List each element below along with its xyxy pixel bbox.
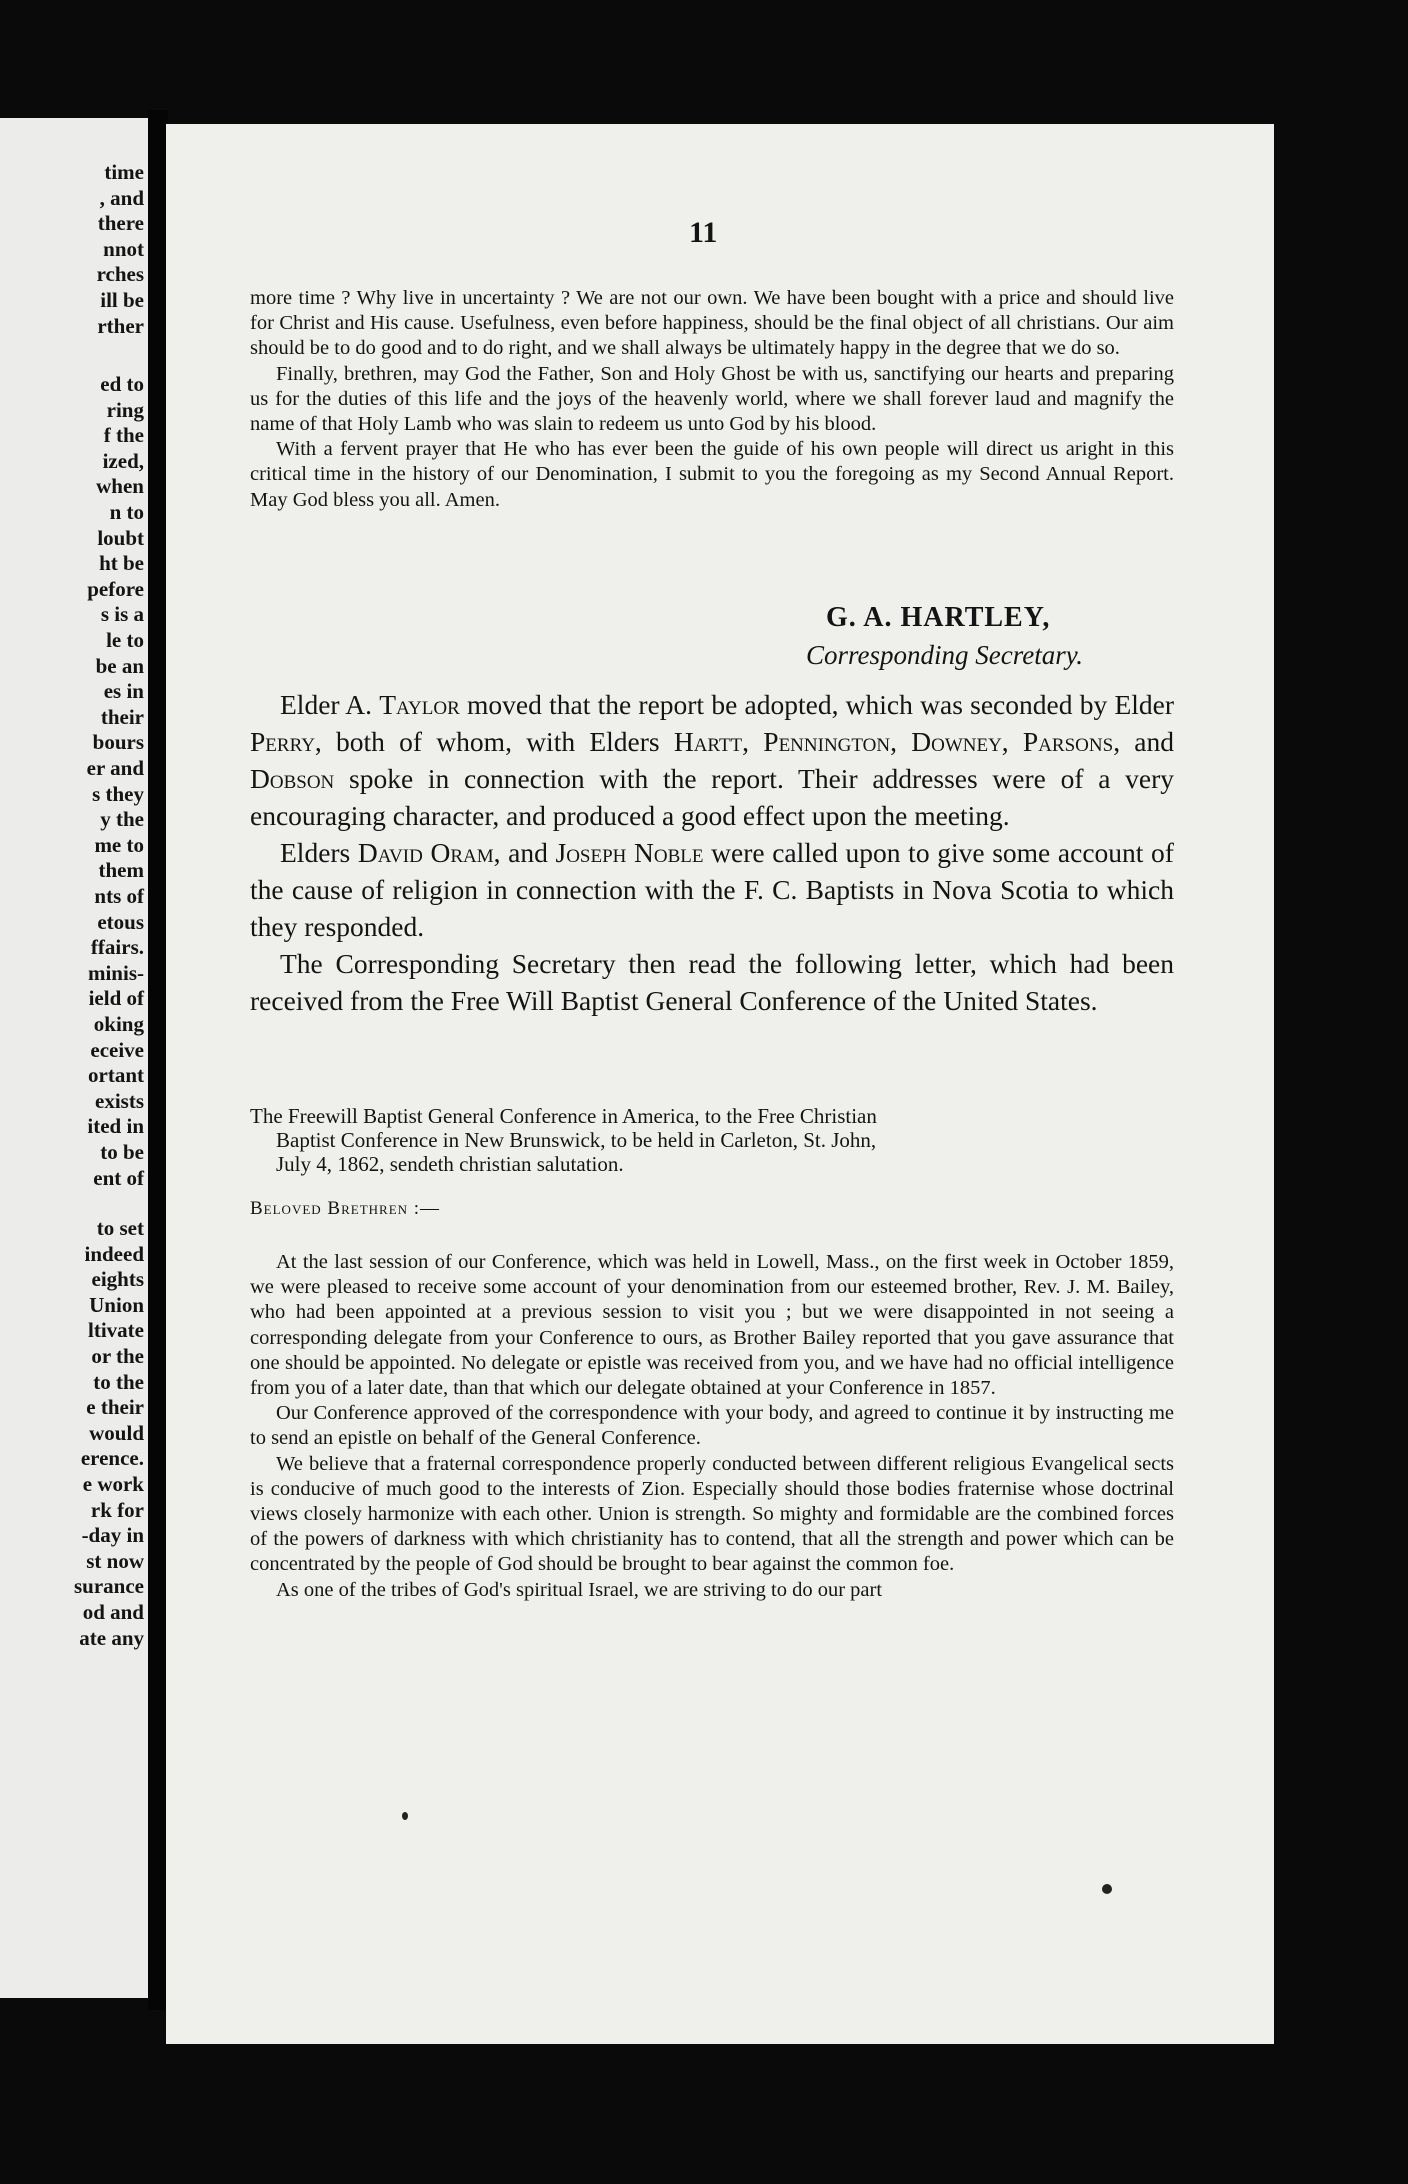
left-page-line: ortant: [88, 1063, 144, 1088]
left-page-line: st now: [86, 1548, 144, 1573]
left-page-line: od and: [82, 1600, 144, 1624]
ink-speck: [402, 1812, 408, 1820]
left-page-line: pefore: [87, 576, 144, 601]
left-page-line: there: [97, 211, 144, 236]
left-page-line: their: [100, 704, 144, 729]
left-page-line: indeed: [84, 1241, 144, 1266]
minutes-paragraph: Elder A. Taylor moved that the report be adopted, which was seconded by Elder Perry, both of whom, with Elders Hartt, Pennington, Downey, Parsons, and Dobson spoke in connection with the report. Their addresses were of a very encouraging character, and produced a good effect upon the meeting.: [250, 689, 1175, 831]
left-page-line: bours: [92, 730, 144, 755]
left-page-line: etous: [97, 909, 144, 934]
left-page-line: erence.: [80, 1446, 144, 1471]
left-page-line: er and: [86, 756, 144, 780]
minutes-section: [250, 686, 1174, 1019]
left-page-line: ltivate: [88, 1318, 144, 1343]
left-page-line: to set: [96, 1216, 144, 1240]
epistle-paragraph: We believe that a fraternal correspondence properly conducted between different religious Evangelical sects is conducive of much good to the interests of Zion. Especially should those bodies fraternise whose doctrinal views closely harmonize with each other. Union is strength. So mighty and formidable are the combined forces of the powers of darkness with which christianity has to contend, that all the strength and power which can be concentrated by the people of God should be brought to bear against the common foe.: [250, 1452, 1174, 1576]
document-page: [166, 124, 1274, 2044]
epistle-header-line: The Freewill Baptist General Conference in America, to the Free Christian: [250, 1104, 877, 1128]
left-page-line: to the: [93, 1369, 144, 1394]
left-page-line: time: [104, 160, 144, 184]
left-page-line: ffairs.: [90, 935, 144, 960]
epistle-header-line: Baptist Conference in New Brunswick, to be held in Carleton, St. John,: [276, 1128, 877, 1152]
left-page-line: e their: [86, 1395, 144, 1420]
salutation: Beloved Brethren :—: [250, 1198, 441, 1219]
minutes-paragraph: Elders David Oram, and Joseph Noble were called upon to give some account of the cause of religion in connection with the F. C. Baptists in Nova Scotia to which they responded.: [250, 837, 1174, 942]
left-page-line: ized,: [102, 448, 144, 473]
left-page-line: f the: [103, 423, 144, 448]
left-page-line: y the: [100, 807, 144, 832]
report-conclusion: [250, 286, 1174, 513]
left-page-line: s is a: [100, 602, 144, 627]
left-page-line: ill be: [100, 288, 144, 312]
report-paragraph: Finally, brethren, may God the Father, Son and Holy Ghost be with us, sanctifying our hearts and preparing us for the duties of this life and the joys of the heavenly world, where we shall forever laud and magnify the name of that Holy Lamb who was slain to redeem us unto God by his blood.: [250, 362, 1174, 436]
left-page-line: n to: [109, 500, 144, 524]
left-page-line: ht be: [99, 551, 144, 576]
left-page-line: ring: [106, 397, 144, 422]
left-page-line: es in: [103, 679, 144, 704]
left-page-line: loubt: [97, 525, 144, 550]
signature-name: G. A. HARTLEY,: [826, 602, 1051, 633]
left-page-line: surance: [74, 1574, 144, 1599]
report-paragraph: With a fervent prayer that He who has ever been the guide of his own people will direct us aright in this critical time in the history of our Denomination, I submit to you the foregoing as my Second Annual Report. May God bless you all. Amen.: [250, 438, 1174, 511]
left-page-line: e work: [82, 1472, 144, 1496]
signature-title: Corresponding Secretary.: [806, 640, 1083, 670]
epistle-paragraph: Our Conference approved of the correspondence with your body, and agreed to continue it by instructing me to send an epistle on behalf of the General Conference.: [250, 1402, 1174, 1450]
left-page-line: s they: [92, 781, 144, 806]
epistle-header: [250, 1104, 1174, 1176]
left-page-line: ate any: [79, 1625, 144, 1650]
left-page-line: ited in: [87, 1114, 144, 1139]
left-page-line: ield of: [88, 986, 144, 1011]
left-page-line: exists: [95, 1088, 144, 1113]
left-page-line: or the: [91, 1344, 144, 1368]
epistle-header-line: July 4, 1862, sendeth christian salutation.: [276, 1152, 624, 1176]
left-page-line: eights: [91, 1267, 144, 1292]
left-page-line: them: [98, 858, 144, 883]
epistle-body: [250, 1250, 1174, 1603]
left-page-line: rches: [96, 262, 144, 287]
left-page-line: , and: [99, 185, 144, 210]
left-page-line: ed to: [100, 372, 144, 396]
page-number: 11: [689, 216, 718, 249]
minutes-paragraph: The Corresponding Secretary then read the following letter, which had been received from the Free Will Baptist General Conference of the United States.: [250, 948, 1174, 1016]
left-page-line: to be: [100, 1140, 144, 1164]
book-gutter: [148, 110, 168, 2010]
ink-speck: [1102, 1884, 1112, 1894]
report-paragraph: more time ? Why live in uncertainty ? We are not our own. We have been bought with a price and should live for Christ and His cause. Usefulness, even before happiness, should be the final object of all christians. Our aim should be to do good and to do right, and we shall always be ultimately happy in the degree that we do so.: [250, 287, 1174, 360]
left-page-line: be an: [95, 653, 144, 678]
left-page-line: ent of: [93, 1165, 144, 1190]
left-page-line: when: [96, 474, 144, 499]
left-page-line: eceive: [90, 1037, 144, 1062]
epistle-paragraph: At the last session of our Conference, which was held in Lowell, Mass., on the first week in October 1859, we were pleased to receive some account of your denomination from our esteemed brother, Rev. J. M. Bailey, who had been appointed at a previous session to visit you ; but we were disappointed in not seeing a corresponding delegate from your Conference to ours, as Brother Bailey reported that you gave assurance that one should be appointed. No delegate or epistle was received from you, and we have had no official intelligence from you of a later date, than that which our delegate obtained at your Conference in 1857.: [250, 1251, 1174, 1400]
left-page-line: nts of: [94, 884, 144, 908]
left-page-line: me to: [94, 832, 144, 857]
left-page-fragment: [0, 118, 150, 1998]
left-page-line: would: [89, 1420, 144, 1445]
left-page-line: le to: [106, 628, 144, 652]
left-page-line: rther: [97, 313, 144, 338]
left-page-line: rk for: [90, 1497, 144, 1522]
left-page-line: minis-: [87, 960, 144, 985]
left-page-line: nnot: [103, 236, 144, 261]
left-page-line: -day in: [81, 1523, 144, 1548]
epistle-paragraph: As one of the tribes of God's spiritual Israel, we are striving to do our part: [276, 1578, 883, 1601]
left-page-line: Union: [89, 1292, 144, 1317]
left-page-line: oking: [93, 1012, 144, 1036]
